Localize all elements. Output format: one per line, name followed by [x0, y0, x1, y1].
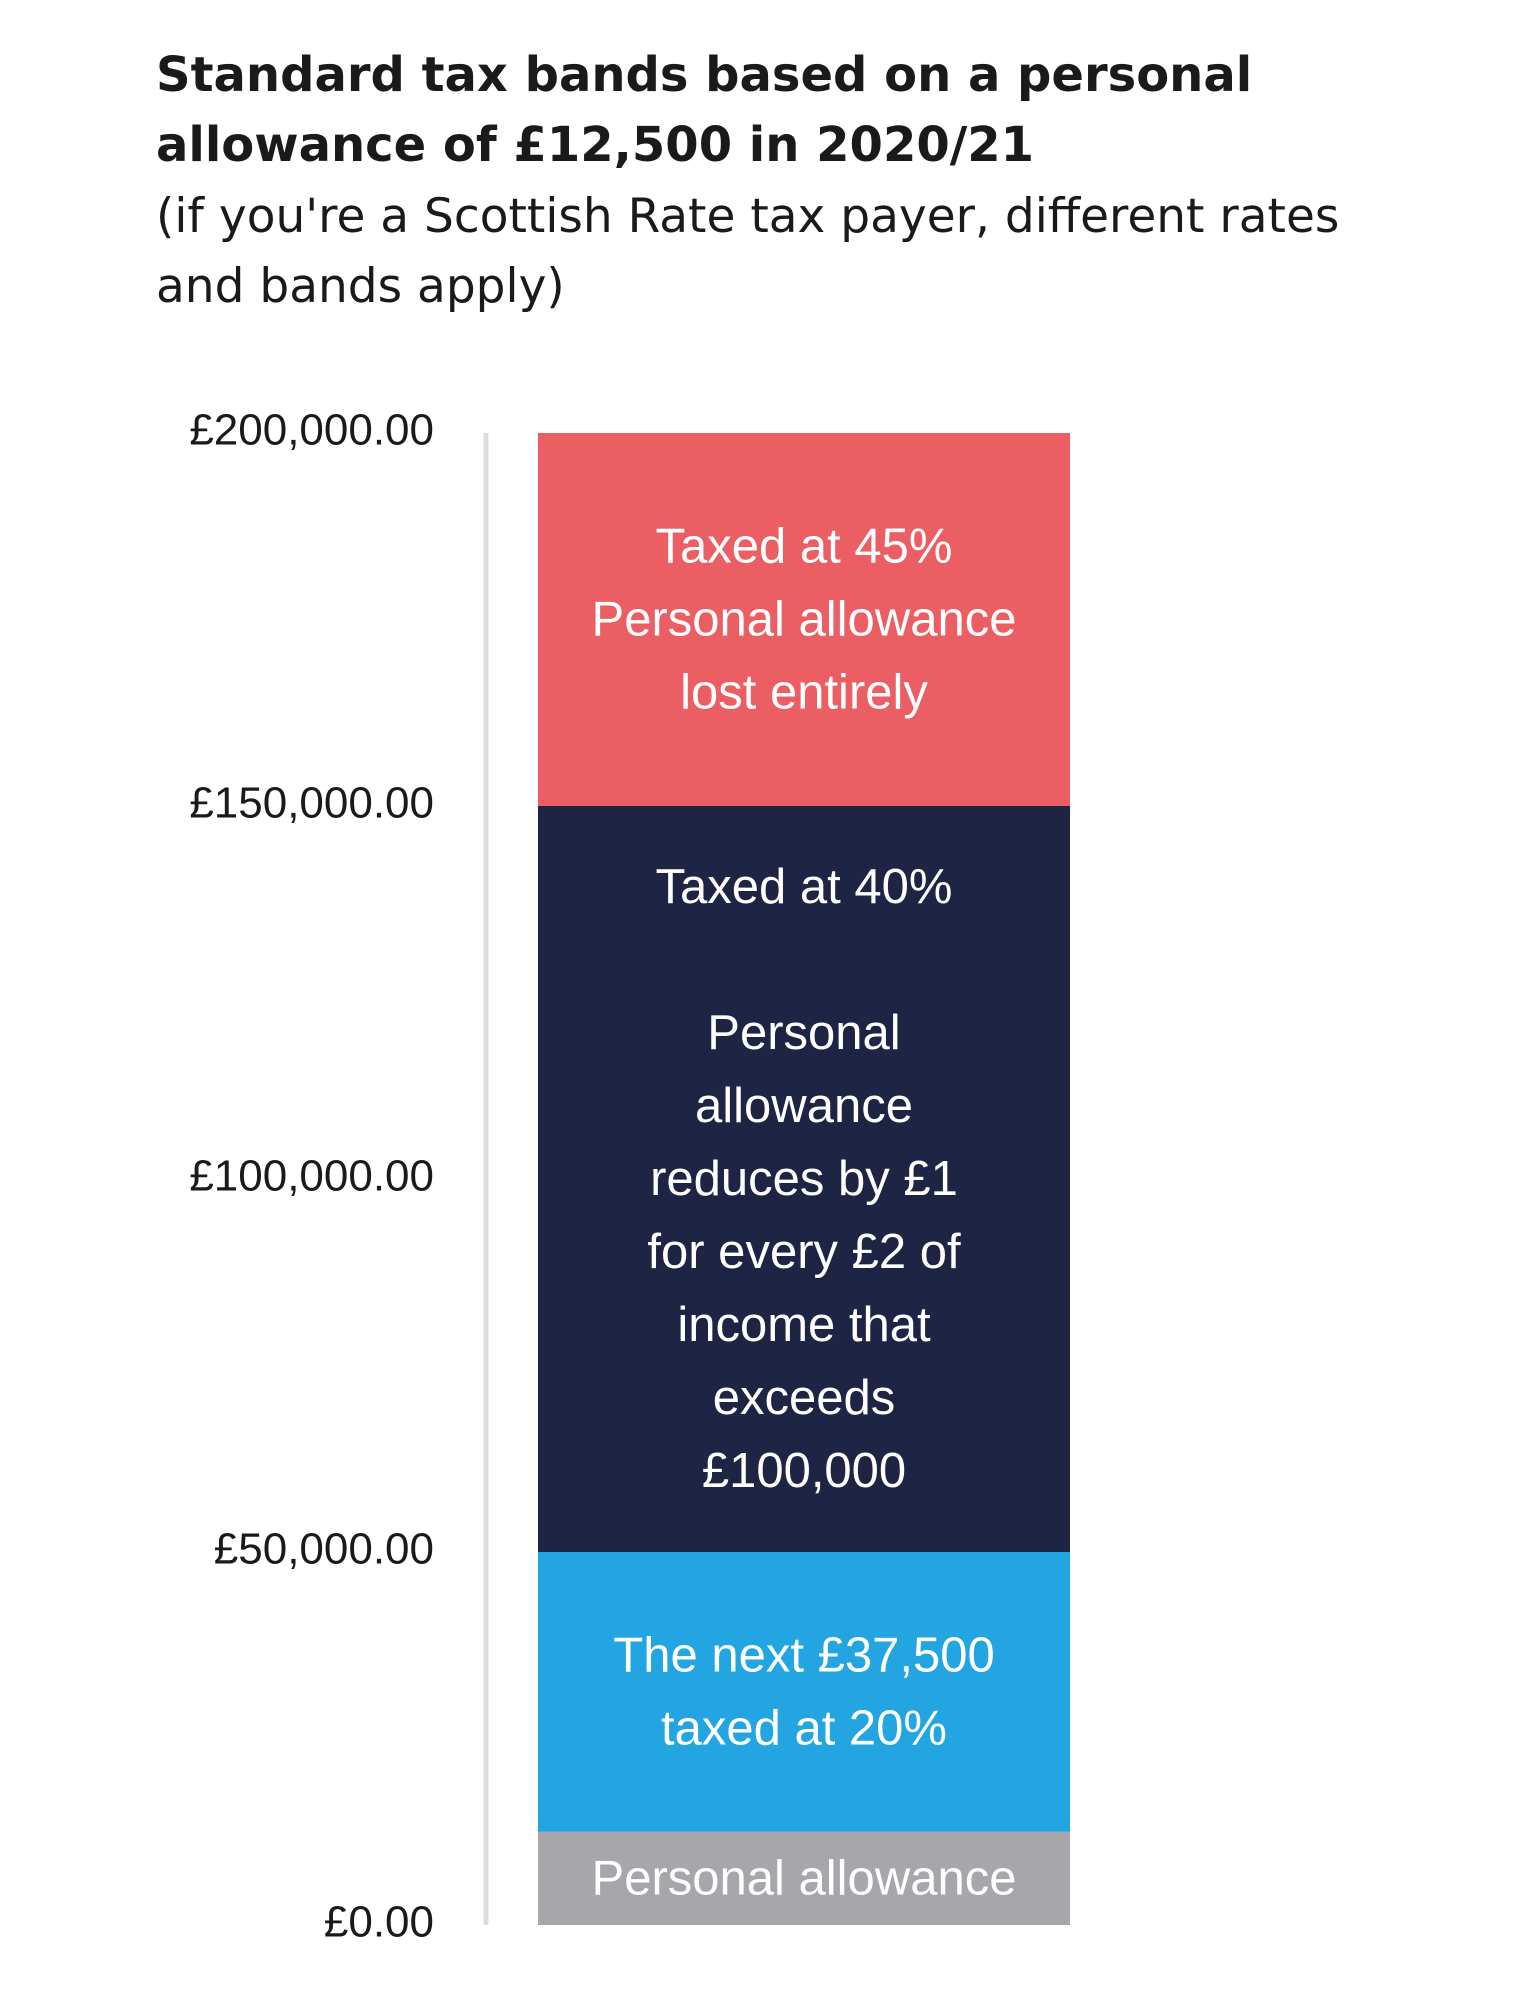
band-label-personal-allowance: Personal allowance [591, 1851, 1017, 1906]
y-tick-label: £200,000.00 [189, 405, 434, 455]
band-label-higher-rate: £100,000 [701, 1444, 907, 1498]
band-label-additional-rate: Personal allowance [591, 592, 1017, 647]
y-tick-label: £0.00 [323, 1897, 434, 1947]
band-label-higher-rate: Personal [707, 1006, 901, 1060]
chart-subtitle: (if you're a Scottish Rate tax payer, different rates and bands apply) [156, 189, 1340, 314]
chart-title: Standard tax bands based on a personal allowance of £12,500 in 2020/21 [156, 47, 1253, 173]
band-label-higher-rate: income that [677, 1298, 931, 1352]
band-label-higher-rate: reduces by £1 [650, 1152, 958, 1206]
band-label-basic-rate: The next £37,500 [613, 1628, 995, 1683]
band-label-additional-rate: lost entirely [680, 665, 928, 720]
y-tick-label: £50,000.00 [213, 1524, 434, 1574]
band-label-basic-rate: taxed at 20% [660, 1701, 948, 1756]
band-label-higher-rate: exceeds [712, 1371, 896, 1425]
band-label-higher-rate: for every £2 of [647, 1225, 961, 1279]
band-label-additional-rate: Taxed at 45% [655, 519, 953, 574]
band-label-higher-rate: allowance [695, 1079, 913, 1133]
band-basic-rate [538, 1552, 1070, 1832]
y-tick-label: £150,000.00 [189, 778, 434, 828]
band-label-higher-rate: Taxed at 40% [655, 860, 953, 914]
y-tick-label: £100,000.00 [189, 1151, 434, 1201]
y-axis [189, 406, 486, 1947]
